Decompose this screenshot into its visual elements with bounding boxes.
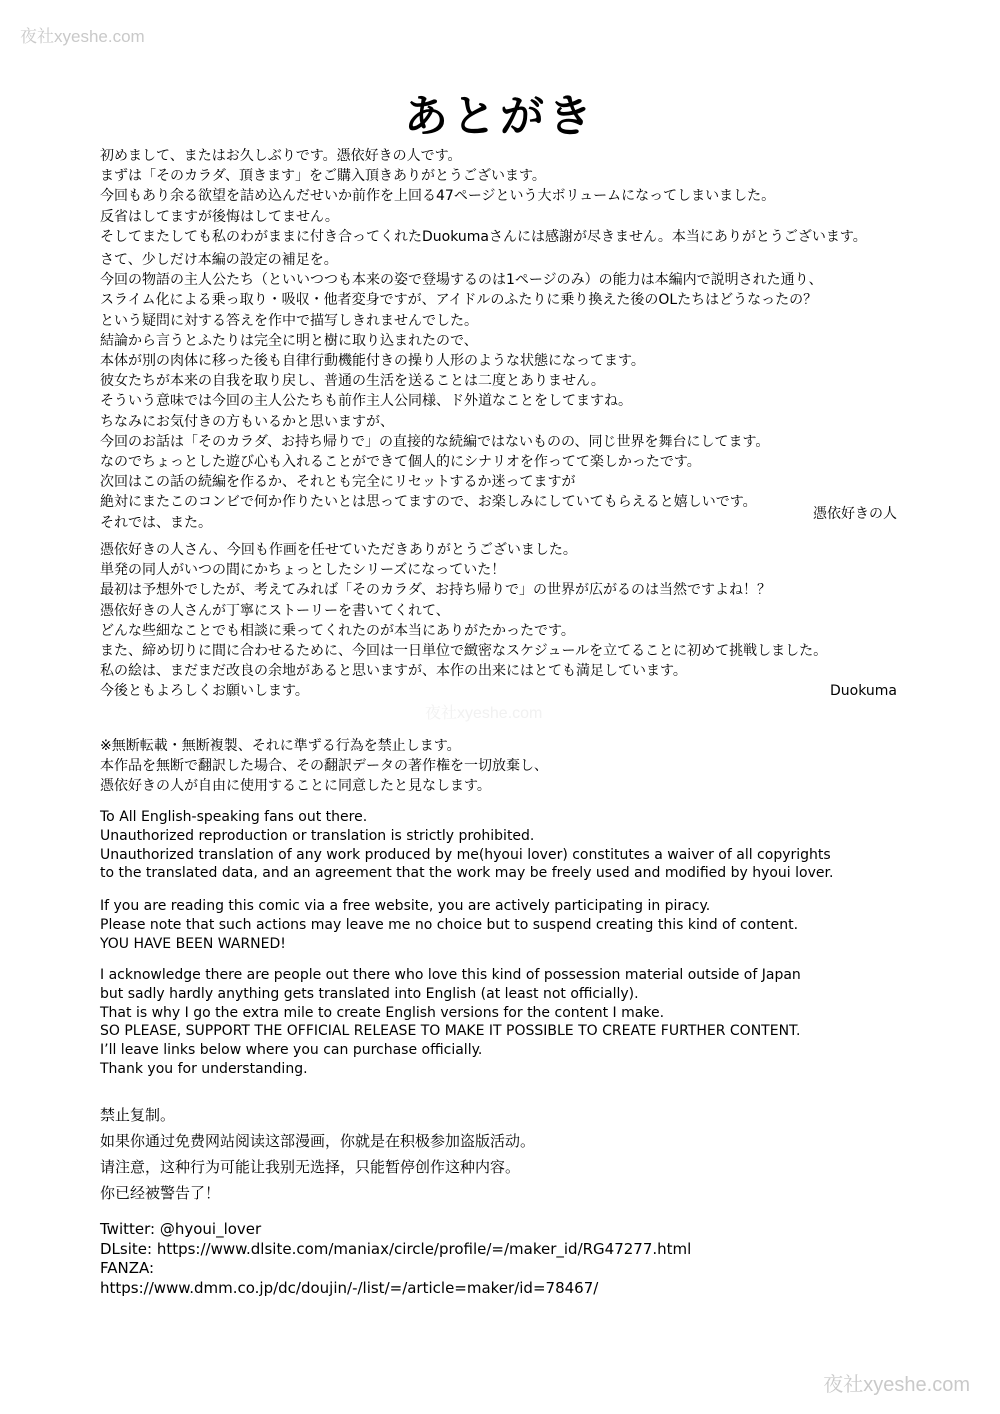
text-line: to the translated data, and an agreement that the work may be freely used and modified by hyoui lover. xyxy=(100,865,834,882)
text-line: 憑依好きの人が自由に使用することに同意したと見なします。 xyxy=(100,778,491,795)
text-line: スライム化による乗っ取り・吸収・他者変身ですが、アイドルのふたりに乗り換えた後のOLたちはどうなったの？ xyxy=(100,292,818,309)
text-line: To All English-speaking fans out there. xyxy=(100,809,368,825)
text-line: 反省はしてますが後悔はしてません。 xyxy=(100,208,339,225)
text-line: そしてまたしても私のわがままに付き合ってくれたDuokumaさんには感謝が尽きません。本当にありがとうございます。 xyxy=(100,228,867,245)
text-line: 結論から言うとふたりは完全に明と樹に取り込まれたので、 xyxy=(100,332,478,349)
text-line: ちなみにお気付きの方もいるかと思いますが、 xyxy=(100,413,394,430)
text-line: 最初は予想外でしたが、考えてみれば「そのカラダ、お持ち帰りで」の世界が広がるのは当然ですよね！？ xyxy=(100,582,772,599)
text-line: まずは「そのカラダ、頂きます」をご購入頂きありがとうございます。 xyxy=(100,168,546,185)
twitter-link[interactable]: Twitter: @hyoui_lover xyxy=(100,1220,262,1238)
text-line: そういう意味では今回の主人公たちも前作主人公同様、ド外道なことをしてますね。 xyxy=(100,393,632,410)
fanza-link[interactable]: https://www.dmm.co.jp/dc/doujin/-/list/=/article=maker/id=78467/ xyxy=(100,1278,599,1297)
notice-japanese xyxy=(100,736,900,797)
text-line: 今後ともよろしくお願いします。 xyxy=(100,683,309,700)
text-line: 今回の物語の主人公たち（といいつつも本来の姿で登場するのは1ページのみ）の能力は本編内で説明された通り、 xyxy=(100,272,823,289)
text-line: また、締め切りに間に合わせるために、今回は一日単位で緻密なスケジュールを立てることに初めて挑戦しました。 xyxy=(100,643,828,660)
text-line: Unauthorized translation of any work produced by me(hyoui lover) constitutes a waiver of all copyrights xyxy=(100,846,831,863)
text-line: 単発の同人がいつの間にかちょっとしたシリーズになっていた！ xyxy=(100,562,506,579)
text-line: 如果你通过免费网站阅读这部漫画，你就是在积极参加盗版活动。 xyxy=(100,1132,536,1150)
text-line: 憑依好きの人さんが丁寧にストーリーを書いてくれて、 xyxy=(100,602,450,619)
text-line: 本作品を無断で翻訳した場合、その翻訳データの著作権を一切放棄し、 xyxy=(100,758,548,775)
watermark-middle: 夜社xyeshe.com xyxy=(425,705,543,722)
text-line: 你已经被警告了！ xyxy=(100,1184,221,1202)
purchase-links xyxy=(100,1220,900,1298)
dlsite-link[interactable]: DLsite: https://www.dlsite.com/maniax/circle/profile/=/maker_id/RG47277.html xyxy=(100,1239,692,1258)
artist-signature: Duokuma xyxy=(830,683,897,699)
text-line: but sadly hardly anything gets translated into English (at least not officially). xyxy=(100,985,639,1002)
text-line: That is why I go the extra mile to create English versions for the content I make. xyxy=(100,1004,665,1021)
watermark-top: 夜社xyeshe.com xyxy=(20,27,145,46)
text-line: 本体が別の肉体に移った後も自律行動機能付きの操り人形のような状態になってます。 xyxy=(100,353,645,370)
text-line: 次回はこの話の続編を作るか、それとも完全にリセットするか迷ってますが xyxy=(100,474,576,491)
notice-english-3 xyxy=(100,966,900,1079)
notice-chinese xyxy=(100,1102,900,1206)
watermark-bottom: 夜社xyeshe.com xyxy=(823,1374,970,1396)
text-line: Thank you for understanding. xyxy=(100,1060,308,1077)
text-line: どんな些細なことでも相談に乗ってくれたのが本当にありがたかったです。 xyxy=(100,622,575,639)
greeting-section xyxy=(100,146,900,247)
text-line: 彼女たちが本来の自我を取り戻し、普通の生活を送ることは二度とありません。 xyxy=(100,373,605,390)
text-line: SO PLEASE, SUPPORT THE OFFICIAL RELEASE TO MAKE IT POSSIBLE TO CREATE FURTHER CONTENT. xyxy=(100,1023,801,1040)
text-line: それでは、また。 xyxy=(100,514,212,531)
text-line: 私の絵は、まだまだ改良の余地があると思いますが、本作の出来にはとても満足しています。 xyxy=(100,663,687,680)
text-line: If you are reading this comic via a free website, you are actively participating in piracy. xyxy=(100,898,711,914)
page-title: あとがき xyxy=(404,91,596,142)
text-line: という疑問に対する答えを作中で描写しきれませんでした。 xyxy=(100,312,478,329)
text-line: Unauthorized reproduction or translation is strictly prohibited. xyxy=(100,827,535,844)
text-line: YOU HAVE BEEN WARNED! xyxy=(100,935,286,952)
text-line: ※無断転載・無断複製、それに準ずる行為を禁止します。 xyxy=(100,738,461,754)
text-line: I’ll leave links below where you can purchase officially. xyxy=(100,1042,483,1059)
text-line: 絶対にまたこのコンビで何か作りたいとは思ってますので、お楽しみにしていてもらえると嬉しいです。 xyxy=(100,494,757,511)
text-line: 请注意，这种行为可能让我别无选择，只能暂停创作这种内容。 xyxy=(100,1158,521,1176)
text-line: 今回のお話は「そのカラダ、お持ち帰りで」の直接的な続編ではないものの、同じ世界を舞台にしてます。 xyxy=(100,433,770,450)
artist-notes-section xyxy=(100,540,900,702)
author-signature: 憑依好きの人 xyxy=(813,506,897,522)
text-line: 禁止复制。 xyxy=(100,1106,176,1124)
text-line: さて、少しだけ本編の設定の補足を。 xyxy=(100,252,338,268)
text-line: Please note that such actions may leave me no choice but to suspend creating this kind of content. xyxy=(100,916,799,933)
notice-english-1 xyxy=(100,808,900,883)
text-line: 今回もあり余る欲望を詰め込んだせいか前作を上回る47ページという大ボリュームになってしまいました。 xyxy=(100,188,776,205)
setting-notes-section xyxy=(100,250,900,533)
notice-english-2 xyxy=(100,897,900,953)
text-line: なのでちょっとした遊び心も入れることができて個人的にシナリオを作ってて楽しかったです。 xyxy=(100,454,701,471)
text-line: I acknowledge there are people out there who love this kind of possession material outside of Japan xyxy=(100,967,801,983)
fanza-label: FANZA: xyxy=(100,1259,155,1277)
text-line: 憑依好きの人さん、今回も作画を任せていただきありがとうございました。 xyxy=(100,542,577,558)
text-line: 初めまして、またはお久しぶりです。憑依好きの人です。 xyxy=(100,148,462,164)
